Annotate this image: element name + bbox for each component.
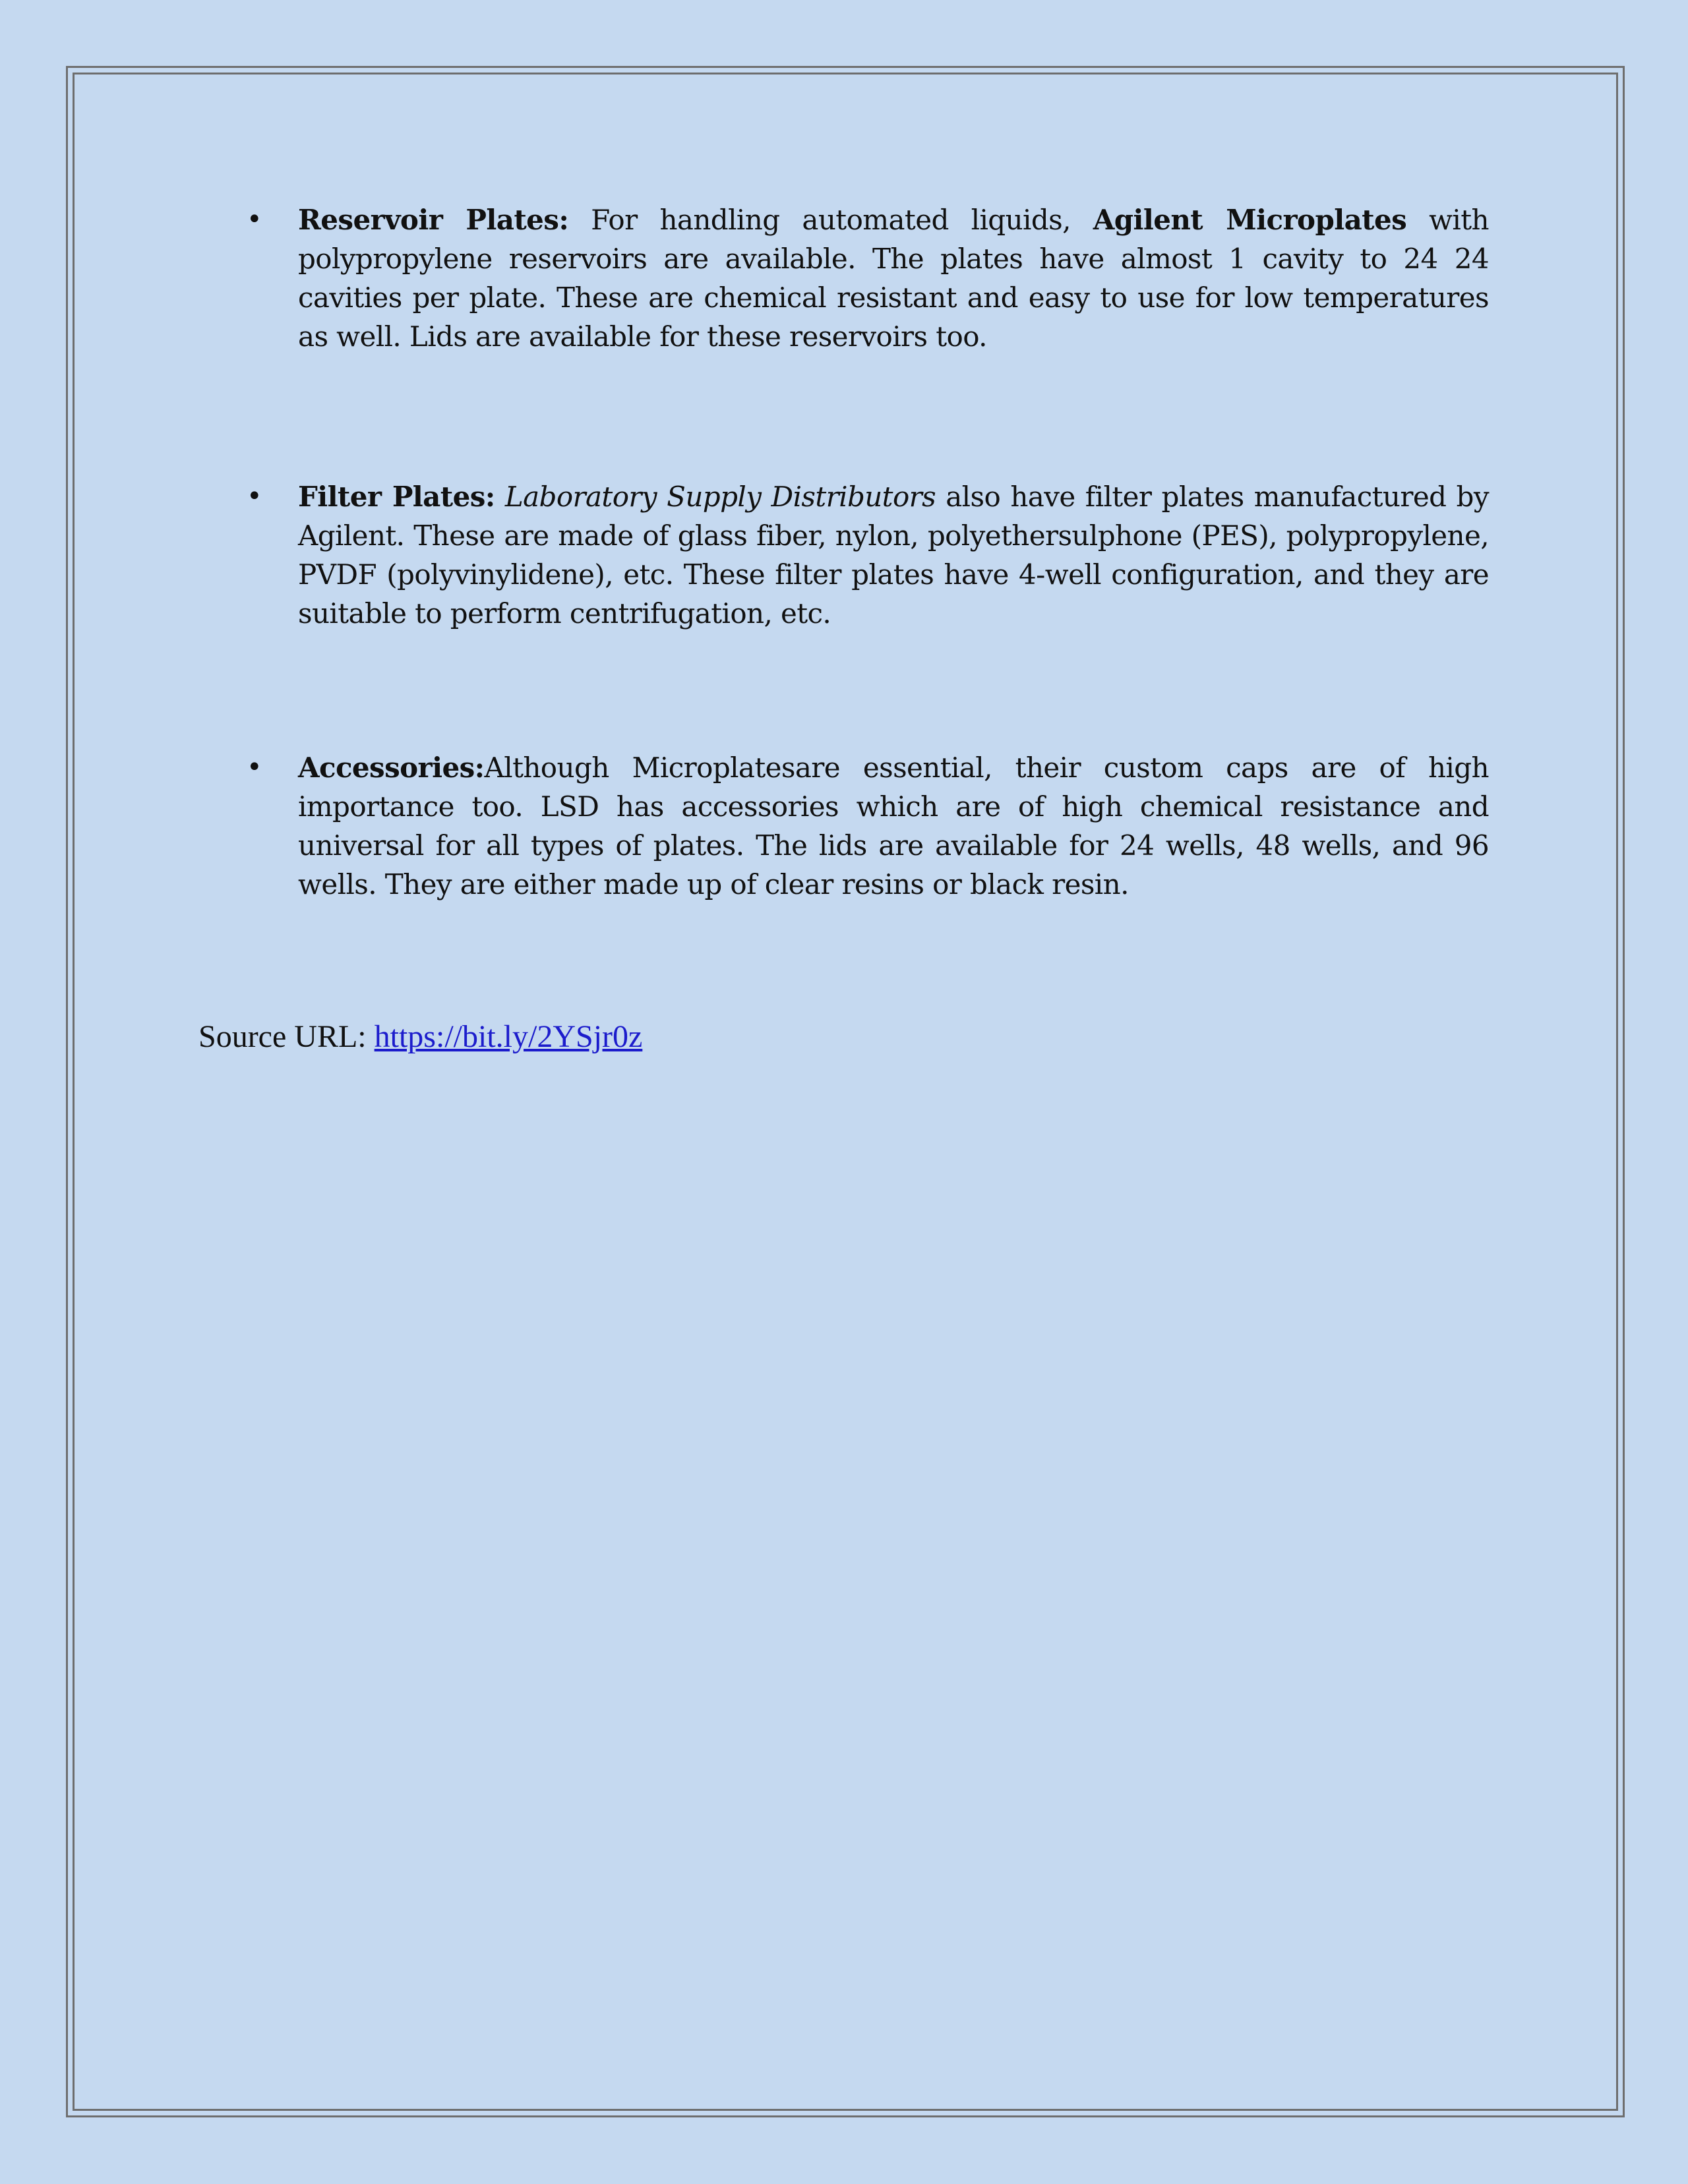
item-title: Filter Plates:: [298, 481, 495, 513]
item-title: Accessories:: [298, 752, 485, 784]
item-text: also have filter plates manufactured by Agilent. These are made of glass fiber, nylon, polyethersulphone (PES), polypropylene, PVDF (polyvinylidene), etc. These filter plates have 4-well configuration, and they are suitable to perform centrifugation, etc.: [298, 481, 1489, 630]
bullet-accessories: •: [247, 752, 262, 782]
page-border-inner: [73, 73, 1618, 2111]
item-text: Although Microplatesare essential, their custom caps are of high importance too. LSD has accessories which are of high chemical resistance and universal for all types of plates. The lids are available for 24 wells, 48 wells, and 96 wells. They are either made up of clear resins or black resin.: [298, 752, 1489, 900]
bullet-filter-plates: •: [247, 481, 262, 512]
source-link[interactable]: https://bit.ly/2YSjr0z: [374, 1019, 643, 1054]
item-text: with polypropylene reservoirs are available. The plates have almost 1 cavity to 24 24 cavities per plate. These are chemical resistant and easy to use for low temperatures as well. Lids are available for these reservoirs too.: [298, 204, 1489, 353]
page-border: [66, 66, 1625, 2117]
list-item-accessories: [298, 748, 1489, 904]
source-line: [198, 1014, 642, 1060]
item-italic-text: Laboratory Supply Distributors: [504, 481, 936, 513]
source-label: Source URL:: [198, 1019, 375, 1054]
list-item-reservoir-plates: [298, 200, 1489, 356]
item-text: For handling automated liquids,: [568, 204, 1093, 236]
item-bold-text: Agilent Microplates: [1093, 204, 1407, 236]
list-item-filter-plates: [298, 477, 1489, 633]
bullet-reservoir-plates: •: [247, 204, 262, 235]
item-title: Reservoir Plates:: [298, 204, 569, 236]
